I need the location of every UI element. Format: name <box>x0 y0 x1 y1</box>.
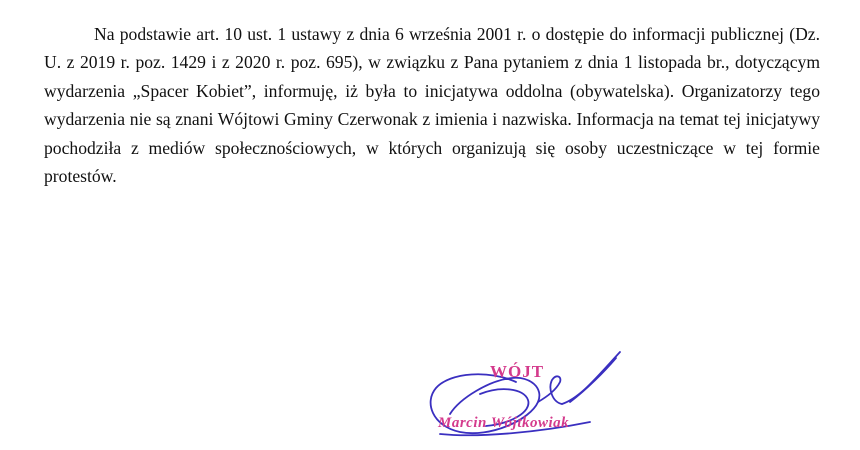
stamp-name: Marcin Wójtkowiak <box>438 415 570 431</box>
stamp-title: WÓJT <box>490 362 545 381</box>
signature-block <box>420 342 640 450</box>
handwritten-signature <box>420 342 640 450</box>
letter-paragraph: Na podstawie art. 10 ust. 1 ustawy z dnia 6 września 2001 r. o dostępie do informacji publicznej (Dz. U. z 2019 r. poz. 1429 i z 2020 r. poz. 695), w związku z Pana pytaniem z dnia 1 listopada br., dotyczącym wydarzenia „Spacer Kobiet”, informuję, iż była to inicjatywa oddolna (obywatelska). Organizatorzy tego wydarzenia nie są znani Wójtowi Gminy Czerwonak z imienia i nazwiska. Informacja na temat tej inicjatywy pochodziła z mediów społecznościowych, w których organizują się osoby uczestniczące w tej formie protestów. <box>44 24 820 187</box>
